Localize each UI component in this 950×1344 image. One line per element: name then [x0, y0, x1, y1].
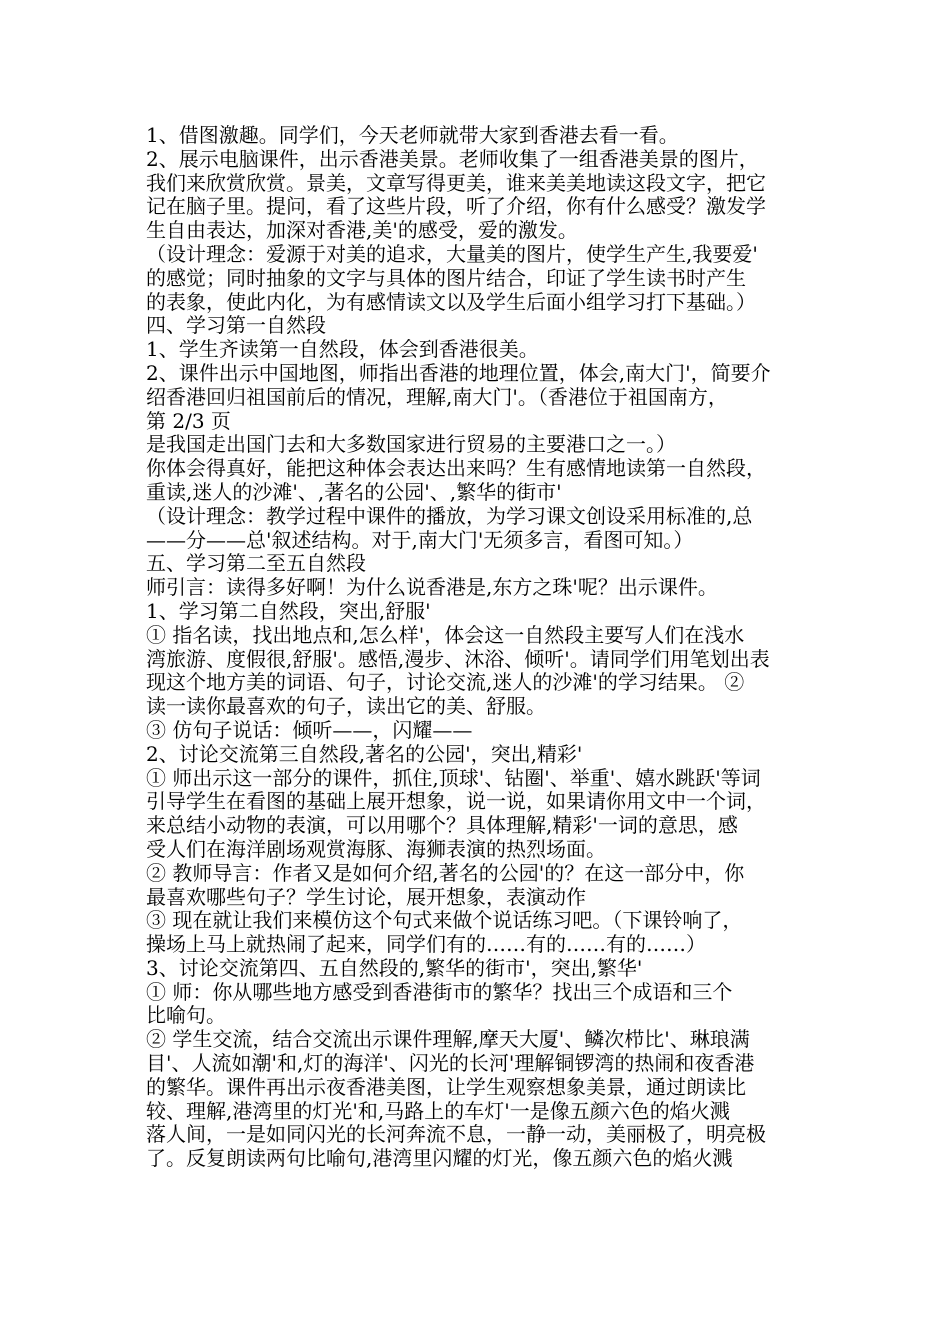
text-line: 的繁华。课件再出示夜香港美图，让学生观察想象美景，通过朗读比	[146, 1074, 746, 1099]
document-body	[146, 124, 826, 1171]
text-line: ① 指名读，找出地点和,怎么样'，体会这一自然段主要写人们在浅水	[146, 622, 745, 647]
text-line: 绍香港回归祖国前后的情况，理解,南大门'。（香港位于祖国南方，	[146, 384, 728, 409]
text-line: 1、借图激趣。同学们，今天老师就带大家到香港去看一看。	[146, 123, 679, 147]
text-line: ② 教师导言：作者又是如何介绍,著名的公园'的？在这一部分中，你	[146, 860, 745, 885]
text-line: 落人间，一是如同闪光的长河奔流不息，一静一动，美丽极了，明亮极	[146, 1122, 766, 1147]
text-line: 1、学习第二自然段，突出,舒服'	[146, 598, 431, 623]
text-line: 2、展示电脑课件，出示香港美景。老师收集了一组香港美景的图片，	[146, 146, 759, 171]
text-line: 了。反复朗读两句比喻句,港湾里闪耀的灯光，像五颜六色的焰火溅	[146, 1146, 733, 1171]
text-line: 较、理解,港湾里的灯光'和,马路上的车灯'一是像五颜六色的焰火溅	[146, 1098, 730, 1123]
section-heading: 五、学习第二至五自然段	[146, 551, 366, 576]
text-line: 我们来欣赏欣赏。景美，文章写得更美，谁来美美地读这段文字，把它	[146, 170, 766, 195]
text-line: 1、学生齐读第一自然段，体会到香港很美。	[146, 337, 539, 362]
text-line: （设计理念：教学过程中课件的播放，为学习课文创设采用标准的,总	[146, 503, 753, 528]
text-line: 你体会得真好，能把这种体会表达出来吗？生有感情地读第一自然段，	[146, 456, 766, 481]
text-line: 比喻句。	[146, 1003, 226, 1028]
text-line: 湾旅游、度假很,舒服'。感悟,漫步、沐浴、倾听'。请同学们用笔划出表	[146, 646, 770, 671]
text-line: 师引言：读得多好啊！为什么说香港是,东方之珠'呢？出示课件。	[146, 575, 718, 600]
text-line: 2、课件出示中国地图，师指出香港的地理位置，体会,南大门'，简要介	[146, 360, 771, 385]
text-line: 重读,迷人的沙滩'、,著名的公园'、,繁华的街市'	[146, 479, 562, 504]
text-line: ③ 现在就让我们来模仿这个句式来做个说话练习吧。（下课铃响了，	[146, 908, 743, 933]
section-heading: 四、学习第一自然段	[146, 313, 326, 338]
text-line: 的表象，使此内化，为有感情读文以及学生后面小组学习打下基础。）	[146, 289, 756, 314]
text-line: 最喜欢哪些句子？学生讨论，展开想象，表演动作	[146, 884, 586, 909]
text-line: 是我国走出国门去和大多数国家进行贸易的主要港口之一。）	[146, 432, 676, 457]
text-line: 现这个地方美的词语、句子，讨论交流,迷人的沙滩'的学习结果。 ②	[146, 670, 745, 695]
text-line: 引导学生在看图的基础上展开想象，说一说，如果请你用文中一个词，	[146, 789, 766, 814]
text-line: 2、讨论交流第三自然段,著名的公园'，突出,精彩'	[146, 741, 583, 766]
page-number: 第 2/3 页	[146, 408, 231, 433]
text-line: ③ 仿句子说话：倾听——，闪耀——	[146, 717, 473, 742]
text-line: （设计理念：爱源于对美的追求，大量美的图片，使学生产生,我要爱'	[146, 241, 758, 266]
text-line: 操场上马上就热闹了起来，同学们有的……有的……有的……）	[146, 932, 706, 957]
text-line: 记在脑子里。提问，看了这些片段，听了介绍，你有什么感受？激发学	[146, 194, 766, 219]
text-line: 读一读你最喜欢的句子，读出它的美、舒服。	[146, 694, 546, 719]
text-line: 来总结小动物的表演，可以用哪个？具体理解,精彩'一词的意思，感	[146, 813, 738, 838]
text-line: 受人们在海洋剧场观赏海豚、海狮表演的热烈场面。	[146, 836, 606, 861]
text-line: 3、讨论交流第四、五自然段的,繁华的街市'，突出,繁华'	[146, 955, 643, 980]
text-line: ① 师出示这一部分的课件，抓住,顶球'、钻圈'、举重'、嬉水跳跃'等词	[146, 765, 761, 790]
text-line: 生自由表达，加深对香港,美'的感受，爱的激发。	[146, 218, 578, 243]
text-line: 的感觉；同时抽象的文字与具体的图片结合，印证了学生读书时产生	[146, 265, 746, 290]
text-line: ② 学生交流，结合交流出示课件理解,摩天大厦'、鳞次栉比'、琳琅满	[146, 1027, 750, 1052]
text-line: ——分——总'叙述结构。对于,南大门'无须多言，看图可知。）	[146, 527, 694, 552]
text-line: 目'、人流如潮'和,灯的海洋'、闪光的长河'理解铜锣湾的热闹和夜香港	[146, 1051, 755, 1076]
text-line: ① 师：你从哪些地方感受到香港街市的繁华？找出三个成语和三个	[146, 979, 733, 1004]
